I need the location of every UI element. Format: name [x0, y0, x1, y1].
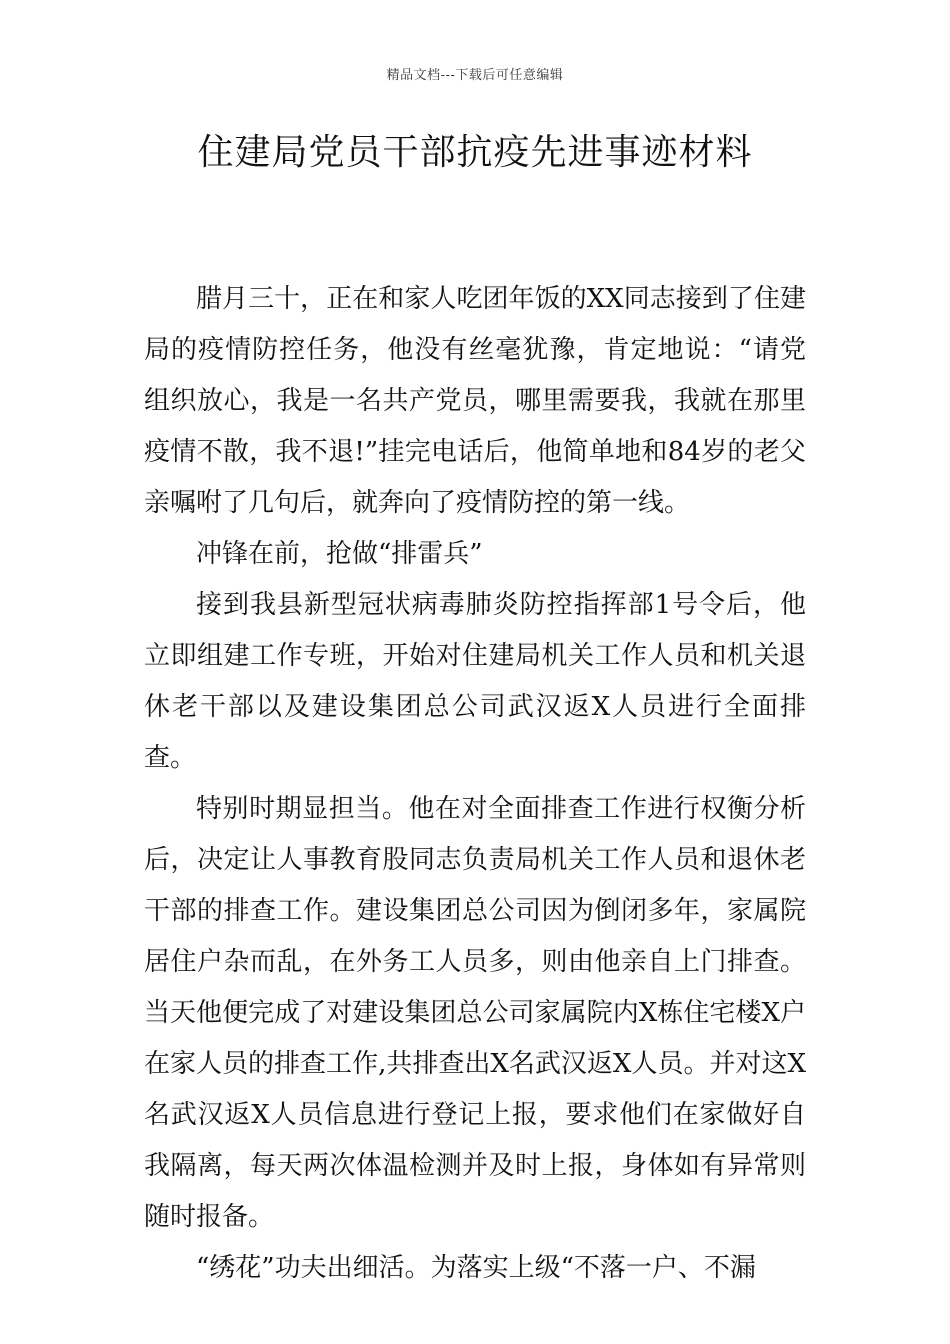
document-body	[144, 274, 806, 1294]
paragraph-responsibility: 特别时期显担当。他在对全面排查工作进行权衡分析后，决定让人事教育股同志负责局机关工作人员和退休老干部的排查工作。建设集团总公司因为倒闭多年，家属院居住户杂而乱，在外务工人员多，则由他亲自上门排查。当天他便完成了对建设集团总公司家属院内X栋住宅楼X户在家人员的排查工作,共排查出X名武汉返X人员。并对这X名武汉返X人员信息进行登记上报，要求他们在家做好自我隔离，每天两次体温检测并及时上报，身体如有异常则随时报备。	[144, 794, 806, 1232]
paragraph-investigation: 接到我县新型冠状病毒肺炎防控指挥部1号令后，他立即组建工作专班，开始对住建局机关工作人员和机关退休老干部以及建设集团总公司武汉返X人员进行全面排查。	[144, 590, 806, 773]
header-note: 精品文档---下载后可任意编辑	[386, 68, 564, 83]
section-heading: 冲锋在前，抢做“排雷兵”	[196, 539, 483, 569]
paragraph-intro: 腊月三十，正在和家人吃团年饭的XX同志接到了住建局的疫情防控任务，他没有丝毫犹豫，肯定地说：“请党组织放心，我是一名共产党员，哪里需要我，我就在那里疫情不散，我不退!”挂完电话后，他简单地和84岁的老父亲嘱咐了几句后，就奔向了疫情防控的第一线。	[144, 284, 806, 518]
paragraph-detail: “绣花”功夫出细活。为落实上级“不落一户、不漏	[196, 1253, 756, 1283]
document-title: 住建局党员干部抗疫先进事迹材料	[197, 132, 753, 173]
